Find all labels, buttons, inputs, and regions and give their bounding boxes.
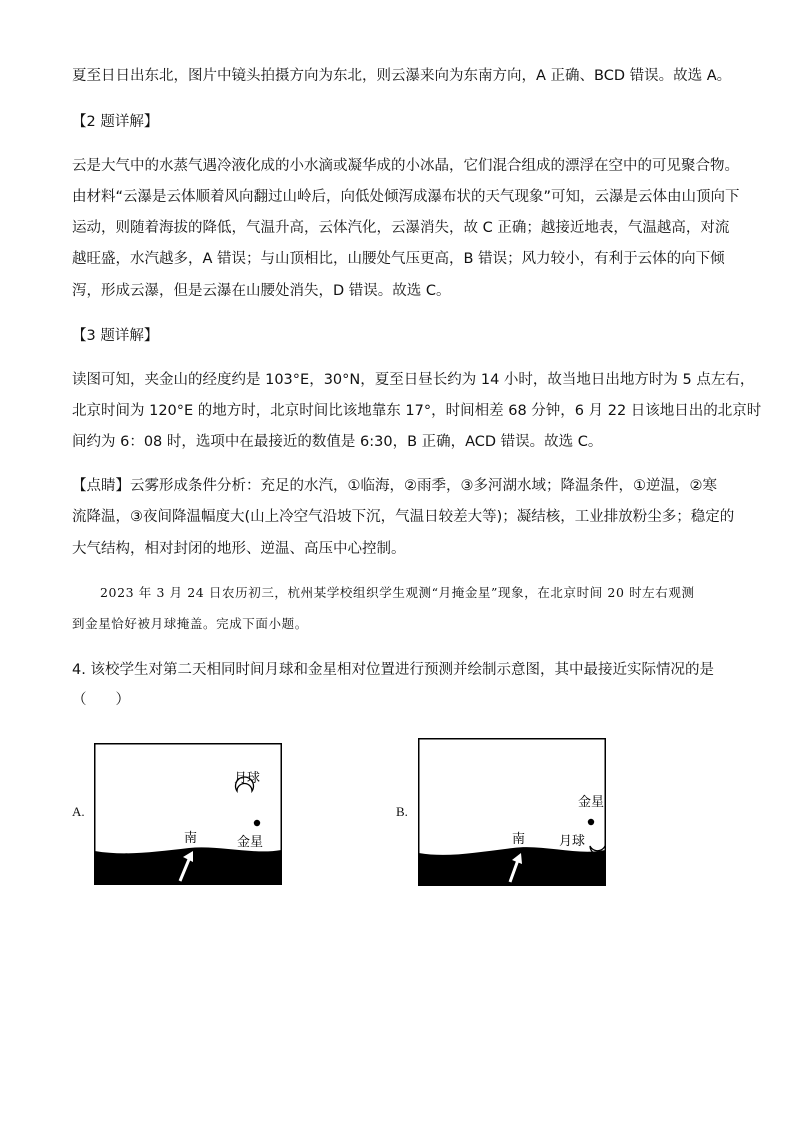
tip-line-1: 【点睛】云雾形成条件分析：充足的水汽，①临海，②雨季，③多河湖水域；降温条件，①逆温，②寒 (72, 478, 717, 494)
tip-line-3: 大气结构，相对封闭的地形、逆温、高压中心控制。 (72, 541, 406, 557)
detail-3-line-3: 间约为 6：08 时，选项中在最接近的数值是 6:30，B 正确，ACD 错误。故选 C。 (72, 434, 603, 450)
south-label: 南 (512, 832, 526, 847)
detail-2-line-1: 云是大气中的水蒸气遇冷液化成的小水滴或凝华成的小冰晶，它们混合组成的漂浮在空中的可见聚合物。 (72, 158, 739, 174)
detail-3-line-1: 读图可知，夹金山的经度约是 103°E，30°N，夏至日昼长约为 14 小时，故当地日出地方时为 5 点左右， (72, 372, 755, 388)
option-b-label[interactable]: B. (396, 804, 408, 819)
venus-dot (588, 819, 594, 825)
question-4-stem: 4. 该校学生对第二天相同时间月球和金星相对位置进行预测并绘制示意图，其中最接近实际情况的是 (72, 662, 714, 678)
moon-label: 月球 (234, 771, 261, 786)
material-line-1: 2023 年 3 月 24 日农历初三，杭州某学校组织学生观测“月掩金星”现象，在北京时间 20 时左右观测 (100, 585, 695, 600)
answer-text-1: 夏至日日出东北，图片中镜头拍摄方向为东北，则云瀑来向为东南方向，A 正确、BCD 错误。故选 A。 (72, 68, 732, 84)
moon-label: 月球 (559, 834, 586, 849)
detail-2-line-3: 运动，则随着海拔的降低，气温升高，云体汽化，云瀑消失，故 C 正确；越接近地表，气温越高，对流 (72, 220, 730, 236)
option-a-diagram[interactable] (94, 743, 282, 885)
tip-line-2: 流降温，③夜间降温幅度大(山上冷空气沿坡下沉，气温日较差大等)；凝结核，工业排放粉尘多；稳定的 (72, 509, 735, 525)
material-line-2: 到金星恰好被月球掩盖。完成下面小题。 (72, 616, 308, 631)
option-a-label[interactable]: A. (72, 804, 85, 819)
question-4-bracket: （ ） (72, 692, 130, 708)
venus-label: 金星 (237, 835, 264, 850)
section-header-3: 【3 题详解】 (72, 328, 159, 344)
option-b-diagram[interactable] (418, 738, 606, 886)
detail-2-line-4: 越旺盛，水汽越多，A 错误；与山顶相比，山腰处气压更高，B 错误；风力较小，有利于云体的向下倾 (72, 251, 725, 267)
south-label: 南 (184, 831, 198, 846)
detail-2-line-2: 由材料“云瀑是云体顺着风向翻过山岭后，向低处倾泻成瀑布状的天气现象”可知，云瀑是云体由山顶向下 (72, 189, 740, 205)
section-header-2: 【2 题详解】 (72, 114, 159, 130)
detail-3-line-2: 北京时间为 120°E 的地方时，北京时间比该地靠东 17°，时间相差 68 分钟，6 月 22 日该地日出的北京时 (72, 403, 762, 419)
detail-2-line-5: 泻，形成云瀑，但是云瀑在山腰处消失，D 错误。故选 C。 (72, 283, 451, 299)
venus-label: 金星 (578, 795, 605, 810)
venus-dot (254, 820, 260, 826)
